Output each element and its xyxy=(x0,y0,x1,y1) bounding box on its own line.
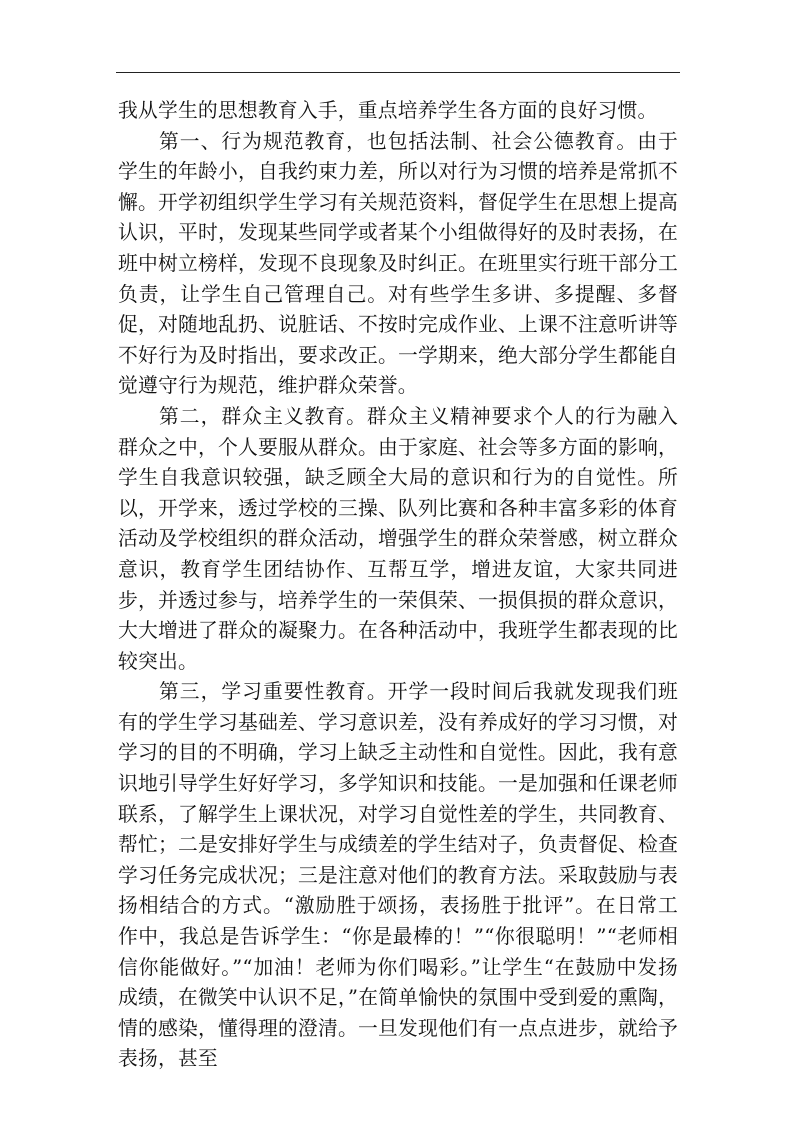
header-rule xyxy=(116,72,680,73)
paragraph-behavior-education: 第一、行为规范教育，也包括法制、社会公德教育。由于学生的年龄小，自我约束力差，所以对行为习惯的培养是常抓不懈。开学初组织学生学习有关规范资料，督促学生在思想上提高认识，平时，发现某些同学或者某个小组做得好的及时表扬，在班中树立榜样，发现不良现象及时纠正。在班里实行班干部分工负责，让学生自己管理自己。对有些学生多讲、多提醒、多督促，对随地乱扔、说脏话、不按时完成作业、上课不注意听讲等不好行为及时指出，要求改正。一学期来，绝大部分学生都能自觉遵守行为规范，维护群众荣誉。 xyxy=(118,129,678,398)
paragraph-study-education: 第三，学习重要性教育。开学一段时间后我就发现我们班有的学生学习基础差、学习意识差，没有养成好的学习习惯，对学习的目的不明确，学习上缺乏主动性和自觉性。因此，我有意识地引导学生好好学习，多学知识和技能。一是加强和任课老师联系，了解学生上课状况，对学习自觉性差的学生，共同教育、帮忙；二是安排好学生与成绩差的学生结对子，负责督促、检查学习任务完成状况；三是注意对他们的教育方法。采取鼓励与表扬相结合的方式。“激励胜于颂扬，表扬胜于批评”。在日常工作中，我总是告诉学生：“你是最棒的！”“你很聪明！”“老师相信你能做好。”“加油！老师为你们喝彩。”让学生“在鼓励中发扬成绩，在微笑中认识不足，”在简单愉快的氛围中受到爱的熏陶，情的感染，懂得理的澄清。一旦发现他们有一点点进步，就给予表扬，甚至 xyxy=(118,680,678,1071)
paragraph-collective-education: 第二，群众主义教育。群众主义精神要求个人的行为融入群众之中，个人要服从群众。由于家庭、社会等多方面的影响，学生自我意识较强，缺乏顾全大局的意识和行为的自觉性。所以，开学来，透过学校的三操、队列比赛和各种丰富多彩的体育活动及学校组织的群众活动，增强学生的群众荣誉感，树立群众意识，教育学生团结协作、互帮互学，增进友谊，大家共同进步，并透过参与，培养学生的一荣俱荣、一损俱损的群众意识，大大增进了群众的凝聚力。在各种活动中，我班学生都表现的比较突出。 xyxy=(118,404,678,673)
document-body xyxy=(118,96,678,1075)
paragraph-intro: 我从学生的思想教育入手，重点培养学生各方面的良好习惯。 xyxy=(118,99,658,122)
